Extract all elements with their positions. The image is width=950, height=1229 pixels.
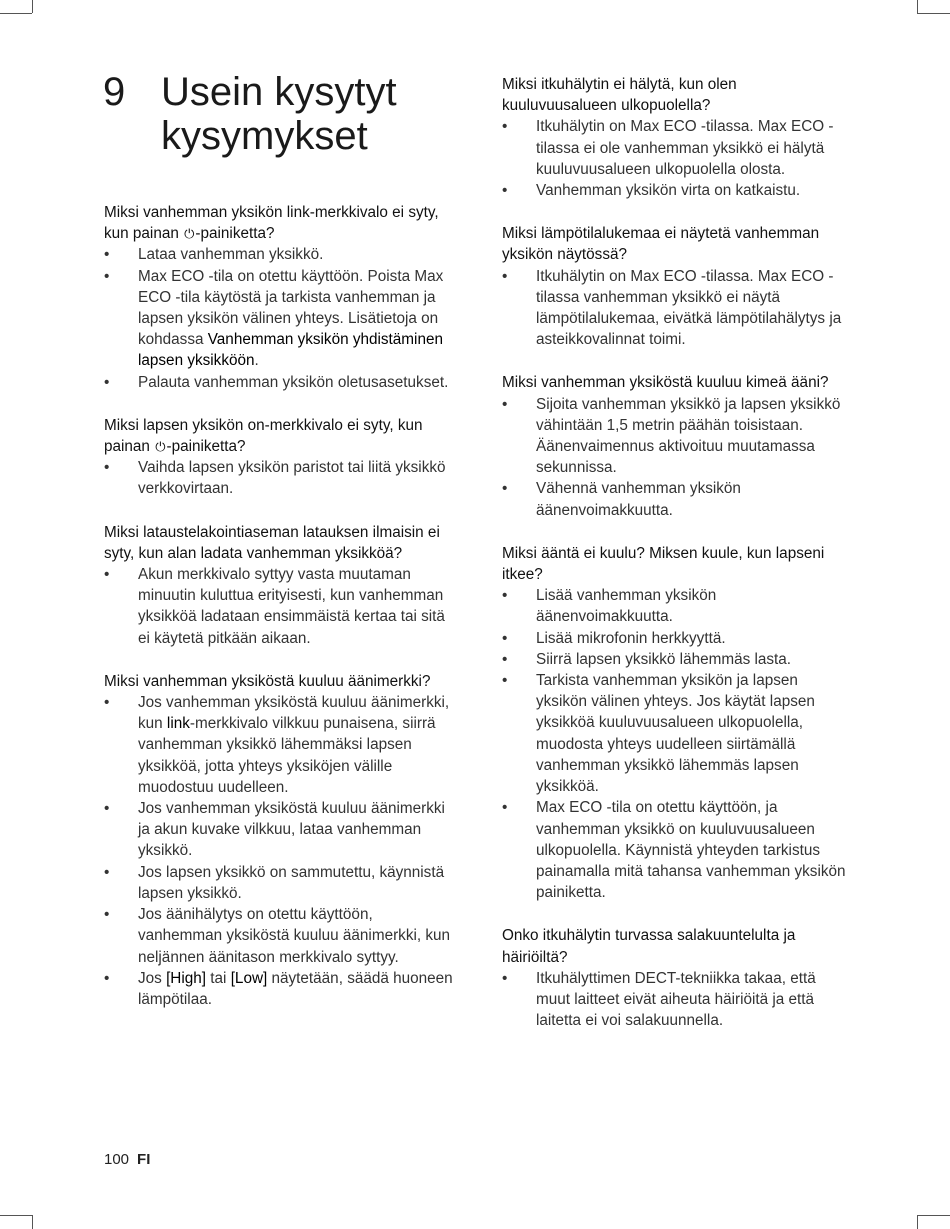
faq-section <box>502 223 852 350</box>
answer-text: Jos lapsen yksikkö on sammutettu, käynnistä lapsen yksikkö. <box>138 863 445 902</box>
faq-question <box>502 925 852 967</box>
answer-text: Lisää vanhemman yksikön äänenvoimakkuutta. <box>536 587 717 626</box>
answer-text: Itkuhälytin on Max ECO -tilassa. Max ECO -tilassa ei ole vanhemman yksikkö ei hälytä kuuluvuusalueen ulkopuolella olosta. <box>536 118 834 178</box>
page-footer <box>104 1151 150 1168</box>
crop-mark-bottom-left-v <box>32 1215 33 1229</box>
faq-section <box>502 543 852 903</box>
answer-text: Jos äänihälytys on otettu käyttöön, vanhemman yksiköstä kuuluu äänimerkki, kun neljännen äänitason merkkivalo syttyy. <box>138 906 451 966</box>
list-item <box>502 116 852 180</box>
list-item <box>502 628 852 649</box>
bullet-glyph: • <box>502 650 508 668</box>
faq-answer-list <box>502 394 852 521</box>
emphasis-text: [Low] <box>230 969 268 987</box>
power-icon: ⏻ <box>184 226 195 242</box>
question-text: Miksi vanhemman yksikön link-merkkivalo ei syty, kun painan <box>104 204 439 243</box>
faq-answer-list <box>104 692 454 1010</box>
bullet-glyph: • <box>104 800 110 818</box>
bullet-glyph: • <box>104 246 110 264</box>
right-column <box>502 74 852 1053</box>
bullet-glyph: • <box>502 587 508 605</box>
faq-question <box>502 372 852 393</box>
answer-text: Akun merkkivalo syttyy vasta muutaman minuutin kuluttua erityisesti, kun vanhemman yksikköä ladataan ensimmäistä kertaa tai sitä ei käytetä pitkään aikaan. <box>138 566 445 647</box>
answer-text: Sijoita vanhemman yksikkö ja lapsen yksikkö vähintään 1,5 metrin päähän toisistaan. Äänenvaimennus aktivoituu muutamassa sekunnissa. <box>536 395 841 477</box>
bullet-glyph: • <box>502 267 508 285</box>
chapter-number: 9 <box>103 70 126 114</box>
bullet-glyph: • <box>104 906 110 924</box>
answer-text: Vanhemman yksikön virta on katkaistu. <box>536 182 801 200</box>
faq-answer-list <box>502 585 852 903</box>
question-text: Miksi lataustelakointiaseman latauksen ilmaisin ei syty, kun alan ladata vanhemman yksikköä? <box>104 523 440 562</box>
faq-section <box>502 372 852 520</box>
list-item <box>502 266 852 351</box>
faq-answer-list <box>104 564 454 649</box>
list-item <box>104 266 454 372</box>
list-item <box>104 692 454 798</box>
faq-question <box>502 223 852 265</box>
question-text: Miksi itkuhälytin ei hälytä, kun olen kuuluvuusalueen ulkopuolella? <box>502 76 737 115</box>
emphasis-text: [High] <box>166 969 207 987</box>
answer-text: näytetään, säädä huoneen lämpötilaa. <box>138 969 453 1008</box>
bullet-glyph: • <box>104 694 110 712</box>
faq-answer-list <box>502 116 852 201</box>
faq-question <box>502 543 852 585</box>
faq-question <box>104 522 454 564</box>
list-item <box>502 797 852 903</box>
power-icon: ⏻ <box>155 439 166 455</box>
bullet-glyph: • <box>104 969 110 987</box>
answer-text: Max ECO -tila on otettu käyttöön. Poista Max ECO -tila käytöstä ja tarkista vanhemman ja lapsen yksikön välinen yhteys. Lisätietoja on kohdassa <box>138 267 444 349</box>
list-item <box>502 968 852 1032</box>
crop-mark-top-right-h <box>917 13 950 14</box>
bullet-glyph: • <box>502 672 508 690</box>
answer-text: Lisää mikrofonin herkkyyttä. <box>536 629 726 647</box>
answer-text: Vaihda lapsen yksikön paristot tai liitä yksikkö verkkovirtaan. <box>138 459 446 498</box>
faq-answer-list <box>502 968 852 1032</box>
crop-mark-top-right-v <box>917 0 918 13</box>
bullet-glyph: • <box>502 118 508 136</box>
faq-section <box>104 415 454 500</box>
crop-mark-top-left-v <box>32 0 33 13</box>
list-item <box>502 585 852 627</box>
crop-mark-bottom-left-h <box>0 1215 32 1216</box>
bullet-glyph: • <box>104 267 110 285</box>
question-text: Miksi lämpötilalukemaa ei näytetä vanhemman yksikön näytössä? <box>502 225 820 264</box>
list-item <box>104 244 454 265</box>
bullet-glyph: • <box>104 566 110 584</box>
list-item <box>502 649 852 670</box>
crop-mark-top-left-h <box>0 13 32 14</box>
answer-text: tai <box>206 969 231 987</box>
bullet-glyph: • <box>502 395 508 413</box>
list-item <box>104 904 454 968</box>
answer-text: Jos vanhemman yksiköstä kuuluu äänimerkki, kun <box>138 694 450 733</box>
list-item <box>104 457 454 499</box>
list-item <box>502 478 852 520</box>
emphasis-text: Vanhemman yksikön yhdistäminen lapsen yksikköön <box>138 331 443 370</box>
list-item <box>104 862 454 904</box>
bullet-glyph: • <box>104 373 110 391</box>
answer-text: Tarkista vanhemman yksikön ja lapsen yksikön välinen yhteys. Jos käytät lapsen yksikköä kuuluvuusalueen ulkopuolella, muodosta yhteys uudelleen siirtämällä vanhemman yksikkö lähemmäs lapsen yksikköä. <box>536 672 815 796</box>
faq-question <box>104 415 454 457</box>
answer-text: Itkuhälyttimen DECT-tekniikka takaa, että muut laitteet eivät aiheuta häiriöitä ja että laitetta ei voi salakuunnella. <box>536 969 816 1030</box>
crop-mark-bottom-right-v <box>917 1215 918 1229</box>
question-text: Miksi lapsen yksikön on-merkkivalo ei syty, kun painan <box>104 416 423 456</box>
list-item <box>104 564 454 649</box>
bullet-glyph: • <box>104 863 110 881</box>
question-text: Miksi vanhemman yksiköstä kuuluu kimeä ääni? <box>502 374 829 392</box>
faq-question <box>104 202 454 244</box>
page-number: 100 <box>104 1151 130 1168</box>
faq-question <box>104 671 454 692</box>
answer-text: . <box>254 352 259 370</box>
answer-text: Itkuhälytin on Max ECO -tilassa. Max ECO -tilassa vanhemman yksikkö ei näytä lämpötilalukemaa, eivätkä lämpötilahälytys ja asteikkovalinnat toimi. <box>536 267 842 349</box>
faq-section <box>104 522 454 649</box>
faq-section <box>502 925 852 1031</box>
faq-question <box>502 74 852 116</box>
faq-answer-list <box>104 457 454 499</box>
faq-answer-list <box>502 266 852 351</box>
list-item <box>502 670 852 797</box>
answer-text: Jos vanhemman yksiköstä kuuluu äänimerkki ja akun kuvake vilkkuu, lataa vanhemman yksikkö. <box>138 800 445 860</box>
bullet-glyph: • <box>502 182 508 200</box>
bullet-glyph: • <box>502 629 508 647</box>
answer-text: Lataa vanhemman yksikkö. <box>138 246 324 264</box>
crop-mark-bottom-right-h <box>917 1215 950 1216</box>
list-item <box>104 968 454 1010</box>
bullet-glyph: • <box>502 480 508 498</box>
bullet-glyph: • <box>502 969 508 987</box>
language-code: FI <box>137 1151 151 1168</box>
left-column <box>104 202 454 1032</box>
faq-answer-list <box>104 244 454 392</box>
list-item <box>502 394 852 479</box>
chapter-title: Usein kysytyt kysymykset <box>161 70 397 158</box>
question-text: Miksi vanhemman yksiköstä kuuluu äänimerkki? <box>104 672 431 690</box>
faq-section <box>104 671 454 1010</box>
bullet-glyph: • <box>104 459 110 477</box>
emphasis-text: link <box>166 715 190 733</box>
list-item <box>502 180 852 201</box>
faq-section <box>104 202 454 393</box>
list-item <box>104 798 454 862</box>
answer-text: Siirrä lapsen yksikkö lähemmäs lasta. <box>536 650 792 668</box>
answer-text: Vähennä vanhemman yksikön äänenvoimakkuutta. <box>536 480 741 519</box>
question-text: -painiketta? <box>166 438 246 456</box>
list-item <box>104 372 454 393</box>
question-text: Onko itkuhälytin turvassa salakuuntelulta ja häiriöiltä? <box>502 927 796 966</box>
question-text: -painiketta? <box>195 225 275 243</box>
question-text: Miksi ääntä ei kuulu? Miksen kuule, kun lapseni itkee? <box>502 544 825 584</box>
answer-text: -merkkivalo vilkkuu punaisena, siirrä vanhemman yksikkö lähemmäksi lapsen yksikköä, jotta yhteys yksiköjen välille muodostuu uudelleen. <box>138 715 436 796</box>
answer-text: Palauta vanhemman yksikön oletusasetukset. <box>138 373 449 391</box>
answer-text: Max ECO -tila on otettu käyttöön, ja vanhemman yksikkö on kuuluvuusalueen ulkopuolella. Käynnistä yhteyden tarkistus painamalla mitä tahansa vanhemman yksikön painiketta. <box>536 799 846 902</box>
faq-section <box>502 74 852 201</box>
answer-text: Jos <box>138 969 167 987</box>
bullet-glyph: • <box>502 799 508 817</box>
